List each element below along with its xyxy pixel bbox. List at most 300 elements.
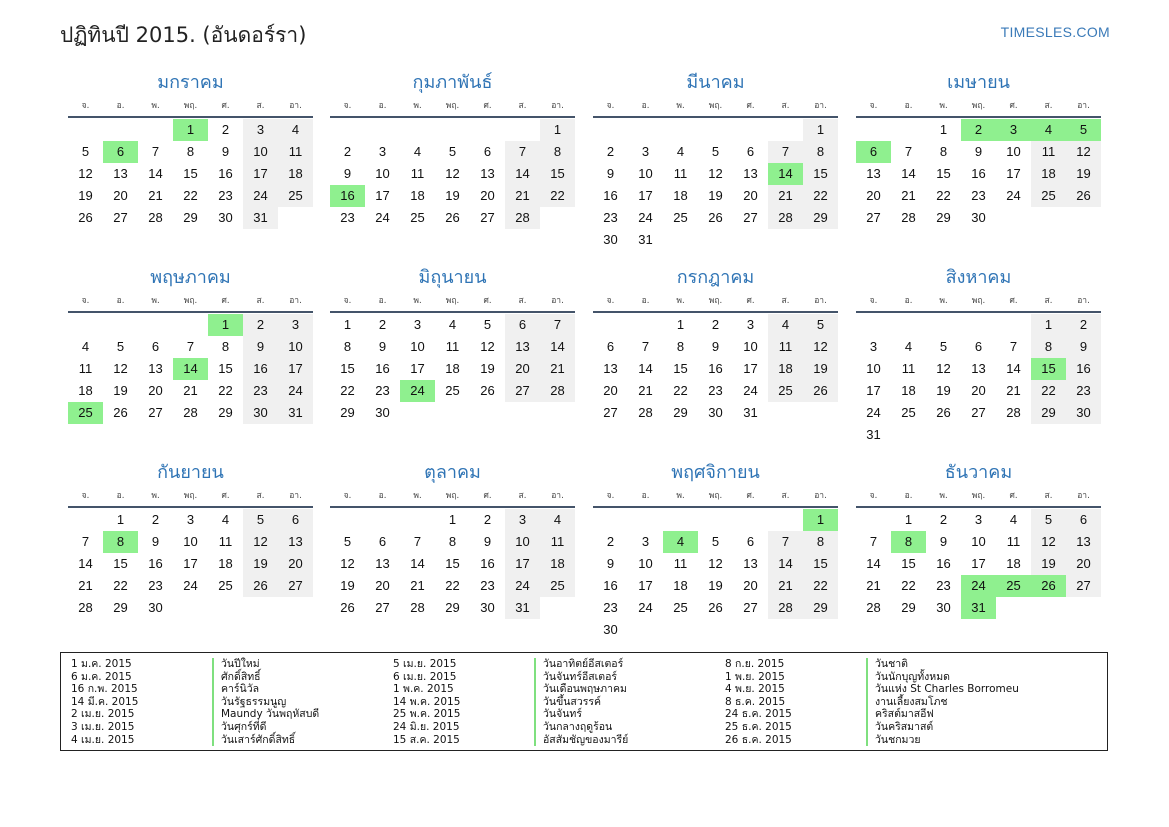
empty-cell xyxy=(505,402,540,424)
empty-cell xyxy=(768,619,803,641)
week-row xyxy=(593,619,838,641)
empty-cell xyxy=(698,119,733,141)
weekday-label: อ. xyxy=(904,296,913,306)
day-cell: 26 xyxy=(1066,185,1101,207)
day-cell: 22 xyxy=(803,185,838,207)
empty-cell xyxy=(540,402,575,424)
empty-cell xyxy=(365,509,400,531)
day-cell: 15 xyxy=(803,553,838,575)
day-cell: 17 xyxy=(638,188,653,203)
day-cell: 2 xyxy=(151,512,160,527)
day-cell: 7 xyxy=(540,314,575,336)
empty-cell xyxy=(278,207,313,229)
day-cell: 24 xyxy=(505,575,540,597)
weekday-label: อา. xyxy=(551,491,564,501)
day-cell: 13 xyxy=(743,556,758,571)
week-row xyxy=(68,597,313,619)
day-cell: 19 xyxy=(936,383,951,398)
empty-cell xyxy=(1031,424,1066,446)
day-cell: 20 xyxy=(743,578,758,593)
day-cell: 25 xyxy=(768,380,803,402)
weekday-label: อ. xyxy=(116,101,125,111)
holiday-name: วันคริสมาสต์ xyxy=(866,721,1019,734)
day-cell: 6 xyxy=(1066,509,1101,531)
empty-cell xyxy=(68,509,103,531)
day-cell: 17 xyxy=(743,361,758,376)
day-cell: 1 xyxy=(803,119,838,141)
day-cell: 17 xyxy=(505,553,540,575)
day-cell: 28 xyxy=(78,600,93,615)
day-cell: 26 xyxy=(708,600,723,615)
empty-cell xyxy=(1066,207,1101,229)
weekday-label: ศ. xyxy=(221,101,230,111)
day-cell: 31 xyxy=(505,597,540,619)
day-cell: 5 xyxy=(483,317,492,332)
day-cell: 18 xyxy=(410,188,425,203)
day-cell: 15 xyxy=(673,361,688,376)
day-cell: 4 xyxy=(221,512,230,527)
day-cell: 22 xyxy=(936,188,951,203)
day-cell: 25 xyxy=(445,383,460,398)
holiday-name: วันปีใหม่ xyxy=(212,658,319,671)
day-cell: 18 xyxy=(78,383,93,398)
empty-cell xyxy=(996,597,1031,619)
day-cell: 21 xyxy=(505,185,540,207)
empty-cell xyxy=(278,597,313,619)
day-cell: 30 xyxy=(480,600,495,615)
weekday-label: อา. xyxy=(1077,296,1090,306)
day-cell: 27 xyxy=(505,380,540,402)
day-cell: 30 xyxy=(603,622,618,637)
day-cell: 12 xyxy=(243,531,278,553)
holiday-day-cell: 5 xyxy=(1066,119,1101,141)
day-cell: 15 xyxy=(183,166,198,181)
week-row xyxy=(856,119,1101,141)
holiday-day-cell: 4 xyxy=(1031,119,1066,141)
weekday-label: จ. xyxy=(869,296,878,306)
empty-cell xyxy=(733,229,768,251)
day-cell: 28 xyxy=(901,210,916,225)
empty-cell xyxy=(103,119,138,141)
day-cell: 23 xyxy=(148,578,163,593)
weekday-label: อ. xyxy=(378,491,387,501)
empty-cell xyxy=(803,229,838,251)
holiday-name: วันอาทิตย์อีสเตอร์ xyxy=(534,658,628,671)
week-row xyxy=(330,185,575,207)
day-cell: 7 xyxy=(413,534,422,549)
day-cell: 19 xyxy=(78,188,93,203)
day-cell: 26 xyxy=(708,210,723,225)
day-cell: 24 xyxy=(243,185,278,207)
day-cell: 21 xyxy=(768,575,803,597)
day-cell: 5 xyxy=(81,144,90,159)
empty-cell xyxy=(768,509,803,531)
weekday-label: พฤ. xyxy=(971,101,986,111)
day-cell: 5 xyxy=(711,534,720,549)
holiday-day-cell: 25 xyxy=(68,402,103,424)
day-cell: 6 xyxy=(606,339,615,354)
holiday-date: 24 มิ.ย. 2015 xyxy=(393,720,460,733)
month-name: กรกฎาคม xyxy=(676,267,755,288)
day-cell: 1 xyxy=(904,512,913,527)
day-cell: 10 xyxy=(410,339,425,354)
day-cell: 31 xyxy=(243,207,278,229)
empty-cell xyxy=(663,229,698,251)
day-cell: 23 xyxy=(936,578,951,593)
day-cell: 25 xyxy=(1031,185,1066,207)
week-row xyxy=(593,314,838,336)
day-cell: 16 xyxy=(480,556,495,571)
day-cell: 23 xyxy=(218,188,233,203)
day-cell: 29 xyxy=(1031,402,1066,424)
holiday-date: 24 ธ.ค. 2015 xyxy=(725,708,792,721)
day-cell: 25 xyxy=(410,210,425,225)
day-cell: 11 xyxy=(901,361,916,376)
day-cell: 13 xyxy=(1066,531,1101,553)
day-cell: 1 xyxy=(676,317,685,332)
day-cell: 10 xyxy=(1006,144,1021,159)
day-cell: 27 xyxy=(480,210,495,225)
weekday-label: อา. xyxy=(551,296,564,306)
day-cell: 29 xyxy=(901,600,916,615)
weekday-label: พ. xyxy=(413,296,422,306)
empty-cell xyxy=(856,119,891,141)
month-block xyxy=(856,460,1101,619)
week-row xyxy=(68,531,313,553)
empty-cell xyxy=(961,424,996,446)
holiday-date: 4 พ.ย. 2015 xyxy=(725,683,785,696)
weekday-header xyxy=(856,100,1101,116)
empty-cell xyxy=(891,314,926,336)
holiday-date: 1 พ.ย. 2015 xyxy=(725,670,785,683)
day-cell: 21 xyxy=(866,578,881,593)
holiday-day-cell: 25 xyxy=(996,575,1031,597)
day-cell: 29 xyxy=(803,207,838,229)
day-cell: 26 xyxy=(340,600,355,615)
weekday-label: อา. xyxy=(289,296,302,306)
day-cell: 24 xyxy=(743,383,758,398)
week-row xyxy=(593,402,838,424)
month-name: เมษายน xyxy=(947,72,1010,93)
day-cell: 9 xyxy=(243,336,278,358)
day-cell: 21 xyxy=(183,383,198,398)
day-cell: 31 xyxy=(866,427,881,442)
day-cell: 21 xyxy=(638,383,653,398)
month-block xyxy=(330,265,575,424)
week-row xyxy=(68,402,313,424)
holiday-date: 16 ก.พ. 2015 xyxy=(71,683,138,696)
day-cell: 9 xyxy=(939,534,948,549)
day-cell: 29 xyxy=(803,597,838,619)
week-row xyxy=(593,163,838,185)
day-cell: 18 xyxy=(1006,556,1021,571)
day-cell: 15 xyxy=(113,556,128,571)
day-cell: 7 xyxy=(151,144,160,159)
day-cell: 15 xyxy=(803,163,838,185)
day-cell: 12 xyxy=(113,361,128,376)
day-cell: 11 xyxy=(673,166,688,181)
weekday-label: จ. xyxy=(606,491,615,501)
day-cell: 11 xyxy=(410,166,425,181)
day-cell: 21 xyxy=(901,188,916,203)
day-cell: 7 xyxy=(768,141,803,163)
day-cell: 17 xyxy=(243,163,278,185)
day-cell: 28 xyxy=(768,597,803,619)
week-row xyxy=(856,207,1101,229)
day-cell: 3 xyxy=(186,512,195,527)
empty-cell xyxy=(996,424,1031,446)
day-cell: 22 xyxy=(445,578,460,593)
weekday-header xyxy=(856,490,1101,506)
empty-cell xyxy=(628,314,663,336)
weekday-label: อ. xyxy=(378,101,387,111)
day-cell: 27 xyxy=(743,210,758,225)
month-divider xyxy=(856,506,1101,508)
day-cell: 8 xyxy=(803,141,838,163)
weekday-label: พฤ. xyxy=(971,296,986,306)
weekday-label: จ. xyxy=(606,101,615,111)
day-cell: 2 xyxy=(939,512,948,527)
day-cell: 28 xyxy=(410,600,425,615)
day-cell: 30 xyxy=(375,405,390,420)
day-cell: 21 xyxy=(148,188,163,203)
month-divider xyxy=(330,116,575,118)
weekday-label: ศ. xyxy=(1009,101,1018,111)
day-cell: 20 xyxy=(866,188,881,203)
day-cell: 10 xyxy=(743,339,758,354)
holiday-day-cell: 1 xyxy=(208,314,243,336)
holiday-name: วันจันทร์ xyxy=(534,708,628,721)
day-cell: 6 xyxy=(278,509,313,531)
day-cell: 11 xyxy=(78,361,93,376)
empty-cell xyxy=(803,402,838,424)
month-block xyxy=(593,265,838,424)
holiday-day-cell: 26 xyxy=(1031,575,1066,597)
weekday-header xyxy=(330,295,575,311)
holiday-day-cell: 16 xyxy=(330,185,365,207)
day-cell: 18 xyxy=(673,578,688,593)
day-cell: 30 xyxy=(708,405,723,420)
week-row xyxy=(68,336,313,358)
week-row xyxy=(68,119,313,141)
empty-cell xyxy=(593,314,628,336)
month-divider xyxy=(68,116,313,118)
day-cell: 7 xyxy=(869,534,878,549)
month-divider xyxy=(330,311,575,313)
day-cell: 30 xyxy=(1066,402,1101,424)
day-cell: 14 xyxy=(540,336,575,358)
day-cell: 1 xyxy=(939,122,948,137)
day-cell: 27 xyxy=(866,210,881,225)
weekday-label: อา. xyxy=(1077,491,1090,501)
holiday-day-cell: 2 xyxy=(961,119,996,141)
day-cell: 3 xyxy=(278,314,313,336)
empty-cell xyxy=(1031,597,1066,619)
holiday-name: Maundy วันพฤหัสบดี xyxy=(212,708,319,721)
weekday-label: จ. xyxy=(81,491,90,501)
empty-cell xyxy=(733,119,768,141)
empty-cell xyxy=(400,509,435,531)
day-cell: 4 xyxy=(278,119,313,141)
week-row xyxy=(856,424,1101,446)
month-block xyxy=(856,70,1101,229)
empty-cell xyxy=(768,402,803,424)
week-row xyxy=(856,597,1101,619)
day-cell: 3 xyxy=(974,512,983,527)
day-cell: 27 xyxy=(375,600,390,615)
day-cell: 10 xyxy=(375,166,390,181)
day-cell: 9 xyxy=(974,144,983,159)
holiday-day-cell: 24 xyxy=(400,380,435,402)
day-cell: 2 xyxy=(606,534,615,549)
holiday-name: คาร์นิวัล xyxy=(212,683,319,696)
day-cell: 14 xyxy=(78,556,93,571)
day-cell: 3 xyxy=(378,144,387,159)
empty-cell xyxy=(365,119,400,141)
month-divider xyxy=(68,506,313,508)
day-cell: 22 xyxy=(901,578,916,593)
week-row xyxy=(856,553,1101,575)
weekday-label: ศ. xyxy=(746,101,755,111)
holiday-day-cell: 8 xyxy=(103,531,138,553)
week-row xyxy=(68,380,313,402)
empty-cell xyxy=(663,619,698,641)
day-cell: 3 xyxy=(505,509,540,531)
weekday-label: พฤ. xyxy=(445,491,460,501)
day-cell: 10 xyxy=(638,166,653,181)
empty-cell xyxy=(400,119,435,141)
day-cell: 13 xyxy=(743,166,758,181)
week-row xyxy=(856,358,1101,380)
day-cell: 22 xyxy=(113,578,128,593)
day-cell: 26 xyxy=(113,405,128,420)
holiday-date: 1 ม.ค. 2015 xyxy=(71,658,132,670)
day-cell: 23 xyxy=(243,380,278,402)
week-row xyxy=(330,119,575,141)
weekday-label: พ. xyxy=(939,296,948,306)
day-cell: 12 xyxy=(1031,531,1066,553)
holiday-name: วันเดือนพฤษภาคม xyxy=(534,683,628,696)
day-cell: 12 xyxy=(480,339,495,354)
day-cell: 16 xyxy=(936,556,951,571)
week-row xyxy=(593,207,838,229)
day-cell: 8 xyxy=(1031,336,1066,358)
holiday-day-cell: 14 xyxy=(768,163,803,185)
day-cell: 17 xyxy=(1006,166,1021,181)
empty-cell xyxy=(243,597,278,619)
week-row xyxy=(856,141,1101,163)
day-cell: 17 xyxy=(410,361,425,376)
day-cell: 23 xyxy=(375,383,390,398)
weekday-label: อ. xyxy=(641,491,650,501)
month-divider xyxy=(330,506,575,508)
weekday-label: พ. xyxy=(151,491,160,501)
holiday-date: 15 ส.ค. 2015 xyxy=(393,733,460,746)
day-cell: 19 xyxy=(1066,163,1101,185)
week-row xyxy=(593,553,838,575)
weekday-label: ส. xyxy=(256,101,265,111)
week-row xyxy=(330,314,575,336)
day-cell: 25 xyxy=(218,578,233,593)
day-cell: 15 xyxy=(901,556,916,571)
weekday-header xyxy=(330,100,575,116)
day-cell: 31 xyxy=(638,232,653,247)
week-row xyxy=(330,336,575,358)
day-cell: 7 xyxy=(904,144,913,159)
week-row xyxy=(593,531,838,553)
empty-cell xyxy=(540,207,575,229)
month-divider xyxy=(68,311,313,313)
day-cell: 25 xyxy=(673,600,688,615)
week-row xyxy=(330,358,575,380)
day-cell: 18 xyxy=(901,383,916,398)
day-cell: 23 xyxy=(603,600,618,615)
day-cell: 28 xyxy=(540,380,575,402)
week-row xyxy=(593,575,838,597)
empty-cell xyxy=(1031,207,1066,229)
day-cell: 18 xyxy=(768,358,803,380)
week-row xyxy=(856,185,1101,207)
day-cell: 24 xyxy=(1006,188,1021,203)
holiday-name: งานเลี้ยงสมโภช xyxy=(866,696,1019,709)
holiday-name: วันชาติ xyxy=(866,658,1019,671)
holiday-date: 25 พ.ค. 2015 xyxy=(393,708,461,721)
day-cell: 1 xyxy=(1031,314,1066,336)
day-cell: 30 xyxy=(971,210,986,225)
day-cell: 21 xyxy=(78,578,93,593)
day-cell: 16 xyxy=(218,166,233,181)
weekday-label: พฤ. xyxy=(445,296,460,306)
day-cell: 19 xyxy=(445,188,460,203)
weekday-label: ส. xyxy=(1044,296,1053,306)
day-cell: 7 xyxy=(505,141,540,163)
day-cell: 14 xyxy=(638,361,653,376)
day-cell: 17 xyxy=(183,556,198,571)
month-divider xyxy=(593,311,838,313)
holiday-day-cell: 1 xyxy=(173,119,208,141)
day-cell: 19 xyxy=(340,578,355,593)
holiday-date: 8 ธ.ค. 2015 xyxy=(725,695,786,708)
holiday-date: 4 เม.ย. 2015 xyxy=(71,733,135,746)
weekday-label: อา. xyxy=(551,101,564,111)
empty-cell xyxy=(733,509,768,531)
week-row xyxy=(68,509,313,531)
day-cell: 17 xyxy=(375,188,390,203)
day-cell: 12 xyxy=(1066,141,1101,163)
day-cell: 29 xyxy=(445,600,460,615)
day-cell: 14 xyxy=(148,166,163,181)
day-cell: 11 xyxy=(540,531,575,553)
day-cell: 27 xyxy=(113,210,128,225)
holiday-day-cell: 8 xyxy=(891,531,926,553)
empty-cell xyxy=(698,619,733,641)
site-link[interactable]: TIMESLES.COM xyxy=(1000,24,1110,40)
holiday-date: 3 เม.ย. 2015 xyxy=(71,720,135,733)
week-row xyxy=(856,336,1101,358)
day-cell: 15 xyxy=(936,166,951,181)
day-cell: 9 xyxy=(606,556,615,571)
day-cell: 6 xyxy=(746,534,755,549)
week-row xyxy=(68,358,313,380)
weekday-header xyxy=(593,295,838,311)
day-cell: 4 xyxy=(448,317,457,332)
weekday-label: ส. xyxy=(256,491,265,501)
day-cell: 20 xyxy=(1066,553,1101,575)
month-block xyxy=(68,70,313,229)
empty-cell xyxy=(768,119,803,141)
day-cell: 15 xyxy=(445,556,460,571)
day-cell: 18 xyxy=(673,188,688,203)
